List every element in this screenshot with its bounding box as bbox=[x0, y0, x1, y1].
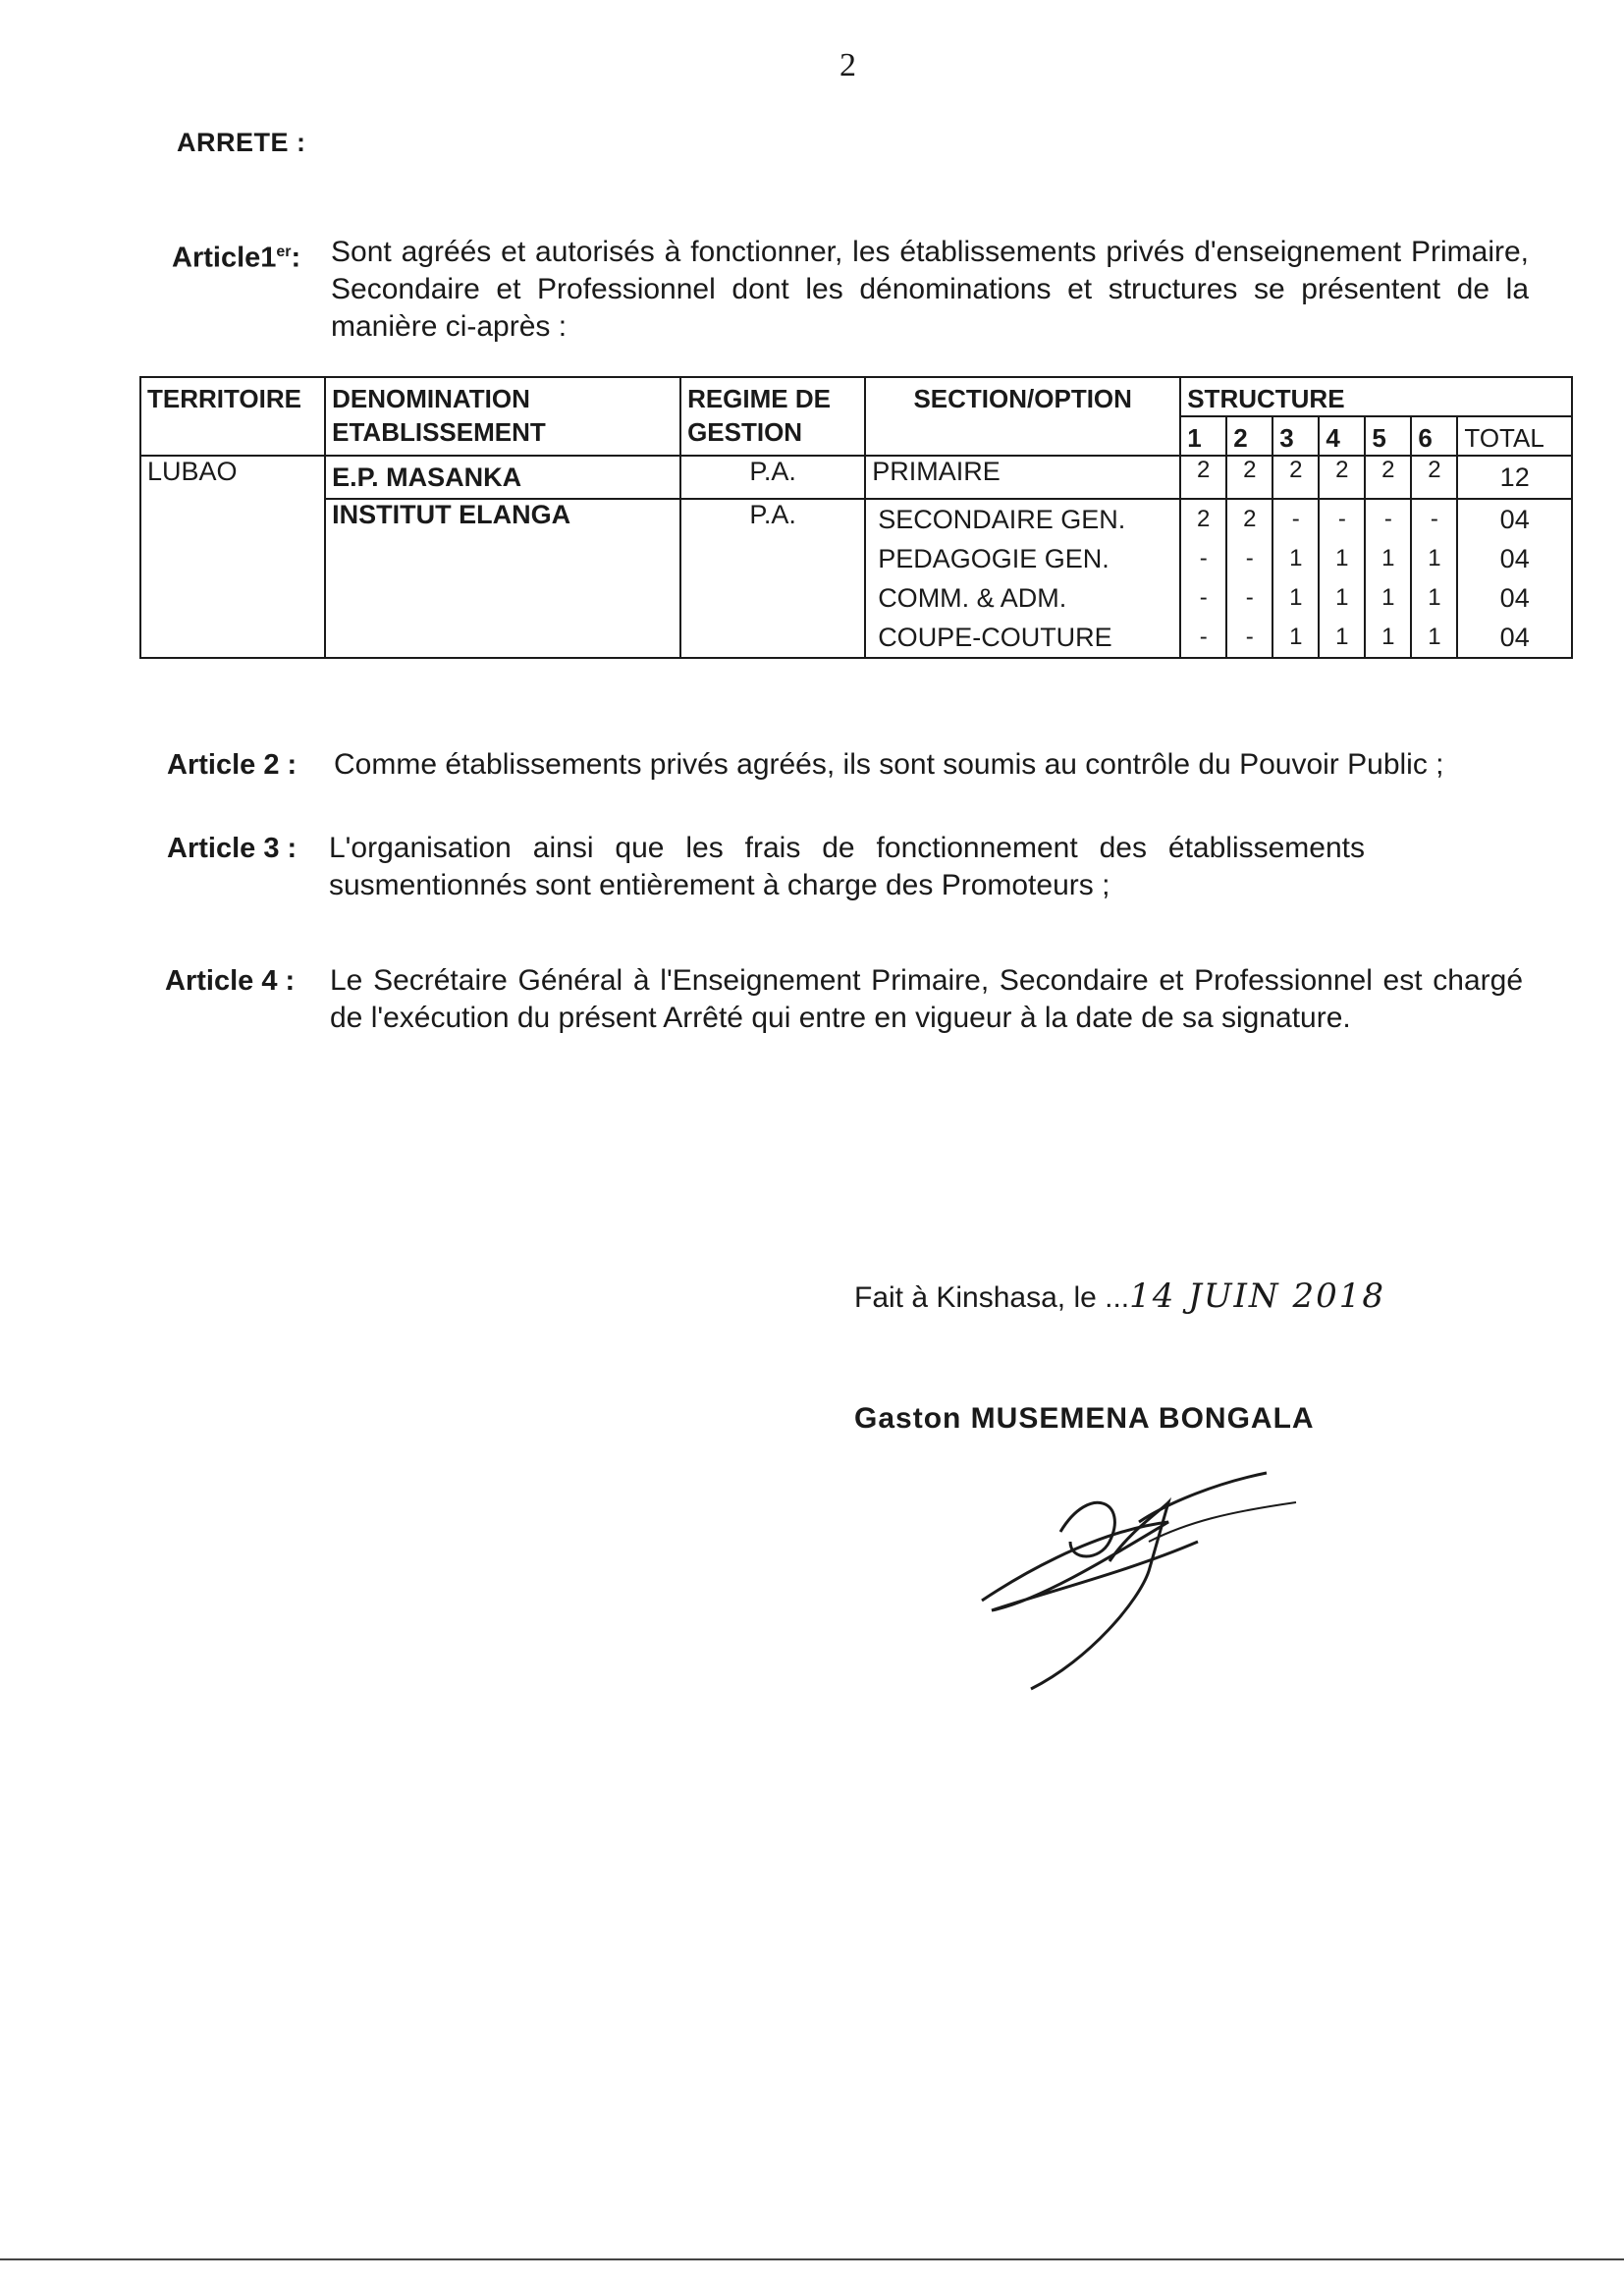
handwritten-signature bbox=[972, 1463, 1306, 1699]
section-name: PEDAGOGIE GEN. bbox=[878, 544, 1110, 573]
establishment-regime: P.A. bbox=[680, 499, 865, 658]
establishment-name: INSTITUT ELANGA bbox=[325, 499, 680, 658]
article-1-label-colon: : bbox=[291, 242, 301, 274]
level-value: 2 bbox=[1272, 456, 1319, 499]
establishment-name: E.P. MASANKA bbox=[325, 456, 680, 499]
level-value: 1 bbox=[1289, 624, 1303, 650]
level-value: - bbox=[1430, 506, 1438, 532]
total-value: 04 bbox=[1499, 544, 1530, 573]
section-name: COUPE-COUTURE bbox=[878, 623, 1112, 652]
total-column bbox=[1457, 499, 1572, 658]
total-value: 12 bbox=[1457, 456, 1572, 499]
level-value: 2 bbox=[1411, 456, 1457, 499]
table-row bbox=[140, 499, 1572, 658]
level-value: 1 bbox=[1335, 584, 1349, 611]
level-value: - bbox=[1291, 506, 1300, 532]
decree-heading: ARRETE : bbox=[177, 128, 306, 157]
level-value: 1 bbox=[1428, 584, 1441, 611]
level-1-column bbox=[1180, 499, 1226, 658]
level-value: 1 bbox=[1428, 545, 1441, 571]
header-structure: STRUCTURE bbox=[1180, 377, 1572, 416]
level-value: 1 bbox=[1289, 584, 1303, 611]
level-value: - bbox=[1383, 506, 1392, 532]
level-value: - bbox=[1245, 624, 1254, 650]
header-level-1: 1 bbox=[1180, 416, 1226, 456]
article-1-label-sup: er bbox=[276, 244, 292, 260]
place-date-line bbox=[854, 1277, 1385, 1316]
article-2-label: Article 2 : bbox=[167, 749, 298, 781]
level-value: - bbox=[1199, 624, 1208, 650]
header-territoire: TERRITOIRE bbox=[140, 377, 325, 456]
header-level-4: 4 bbox=[1319, 416, 1365, 456]
establishments-table bbox=[139, 376, 1573, 659]
header-regime: REGIME DE GESTION bbox=[680, 377, 865, 456]
header-denomination: DENOMINATION ETABLISSEMENT bbox=[325, 377, 680, 456]
level-value: - bbox=[1245, 545, 1254, 571]
date-stamp: 14 JUIN 2018 bbox=[1129, 1277, 1386, 1316]
level-3-column bbox=[1272, 499, 1319, 658]
header-section: SECTION/OPTION bbox=[865, 377, 1180, 456]
level-value: 1 bbox=[1381, 624, 1395, 650]
article-4-text: Le Secrétaire Général à l'Enseignement Primaire, Secondaire et Professionnel est chargé de l'exécution du présent Arrêté qui entre en vigueur à la date de sa signature. bbox=[330, 964, 1523, 1034]
section-name: PRIMAIRE bbox=[865, 456, 1180, 499]
level-value: 2 bbox=[1365, 456, 1411, 499]
page-number: 2 bbox=[839, 47, 856, 83]
establishment-regime: P.A. bbox=[680, 456, 865, 499]
level-value: 1 bbox=[1289, 545, 1303, 571]
level-value: 2 bbox=[1180, 456, 1226, 499]
header-level-6: 6 bbox=[1411, 416, 1457, 456]
total-value: 04 bbox=[1499, 583, 1530, 613]
article-3-text: L'organisation ainsi que les frais de fonctionnement des établissements susmentionnés sont entièrement à charge des Promoteurs ; bbox=[329, 832, 1365, 901]
article-1-text: Sont agréés et autorisés à fonctionner, les établissements privés d'enseignement Primaire, Secondaire et Professionnel dont les dénominations et structures se présentent de la manière ci-après : bbox=[331, 236, 1529, 343]
total-value: 04 bbox=[1499, 623, 1530, 652]
level-5-column bbox=[1365, 499, 1411, 658]
bottom-rule bbox=[0, 2258, 1624, 2260]
article-1-label-text: Article1 bbox=[172, 242, 277, 274]
article-3-label: Article 3 : bbox=[167, 833, 298, 864]
header-level-2: 2 bbox=[1226, 416, 1272, 456]
section-name: SECONDAIRE GEN. bbox=[878, 505, 1126, 534]
article-2-text: Comme établissements privés agréés, ils sont soumis au contrôle du Pouvoir Public ; bbox=[334, 748, 1444, 781]
level-6-column bbox=[1411, 499, 1457, 658]
level-value: 2 bbox=[1197, 506, 1211, 532]
signer-name: Gaston MUSEMENA BONGALA bbox=[854, 1402, 1315, 1435]
level-value: 1 bbox=[1381, 584, 1395, 611]
territoire-cell: LUBAO bbox=[140, 456, 325, 658]
header-total: TOTAL bbox=[1457, 416, 1572, 456]
level-value: - bbox=[1245, 584, 1254, 611]
level-value: 1 bbox=[1428, 624, 1441, 650]
level-value: 2 bbox=[1243, 506, 1257, 532]
level-value: - bbox=[1199, 584, 1208, 611]
article-4-label: Article 4 : bbox=[165, 965, 296, 997]
level-value: - bbox=[1337, 506, 1346, 532]
level-value: 1 bbox=[1381, 545, 1395, 571]
level-value: - bbox=[1199, 545, 1208, 571]
place-text: Fait à Kinshasa, le ... bbox=[854, 1281, 1130, 1314]
section-name: COMM. & ADM. bbox=[878, 583, 1067, 613]
level-2-column bbox=[1226, 499, 1272, 658]
level-value: 1 bbox=[1335, 624, 1349, 650]
level-value: 1 bbox=[1335, 545, 1349, 571]
level-value: 2 bbox=[1226, 456, 1272, 499]
header-level-5: 5 bbox=[1365, 416, 1411, 456]
table-row bbox=[140, 456, 1572, 499]
header-level-3: 3 bbox=[1272, 416, 1319, 456]
level-4-column bbox=[1319, 499, 1365, 658]
section-list bbox=[865, 499, 1180, 658]
article-1-label bbox=[172, 234, 300, 277]
level-value: 2 bbox=[1319, 456, 1365, 499]
total-value: 04 bbox=[1499, 505, 1530, 534]
